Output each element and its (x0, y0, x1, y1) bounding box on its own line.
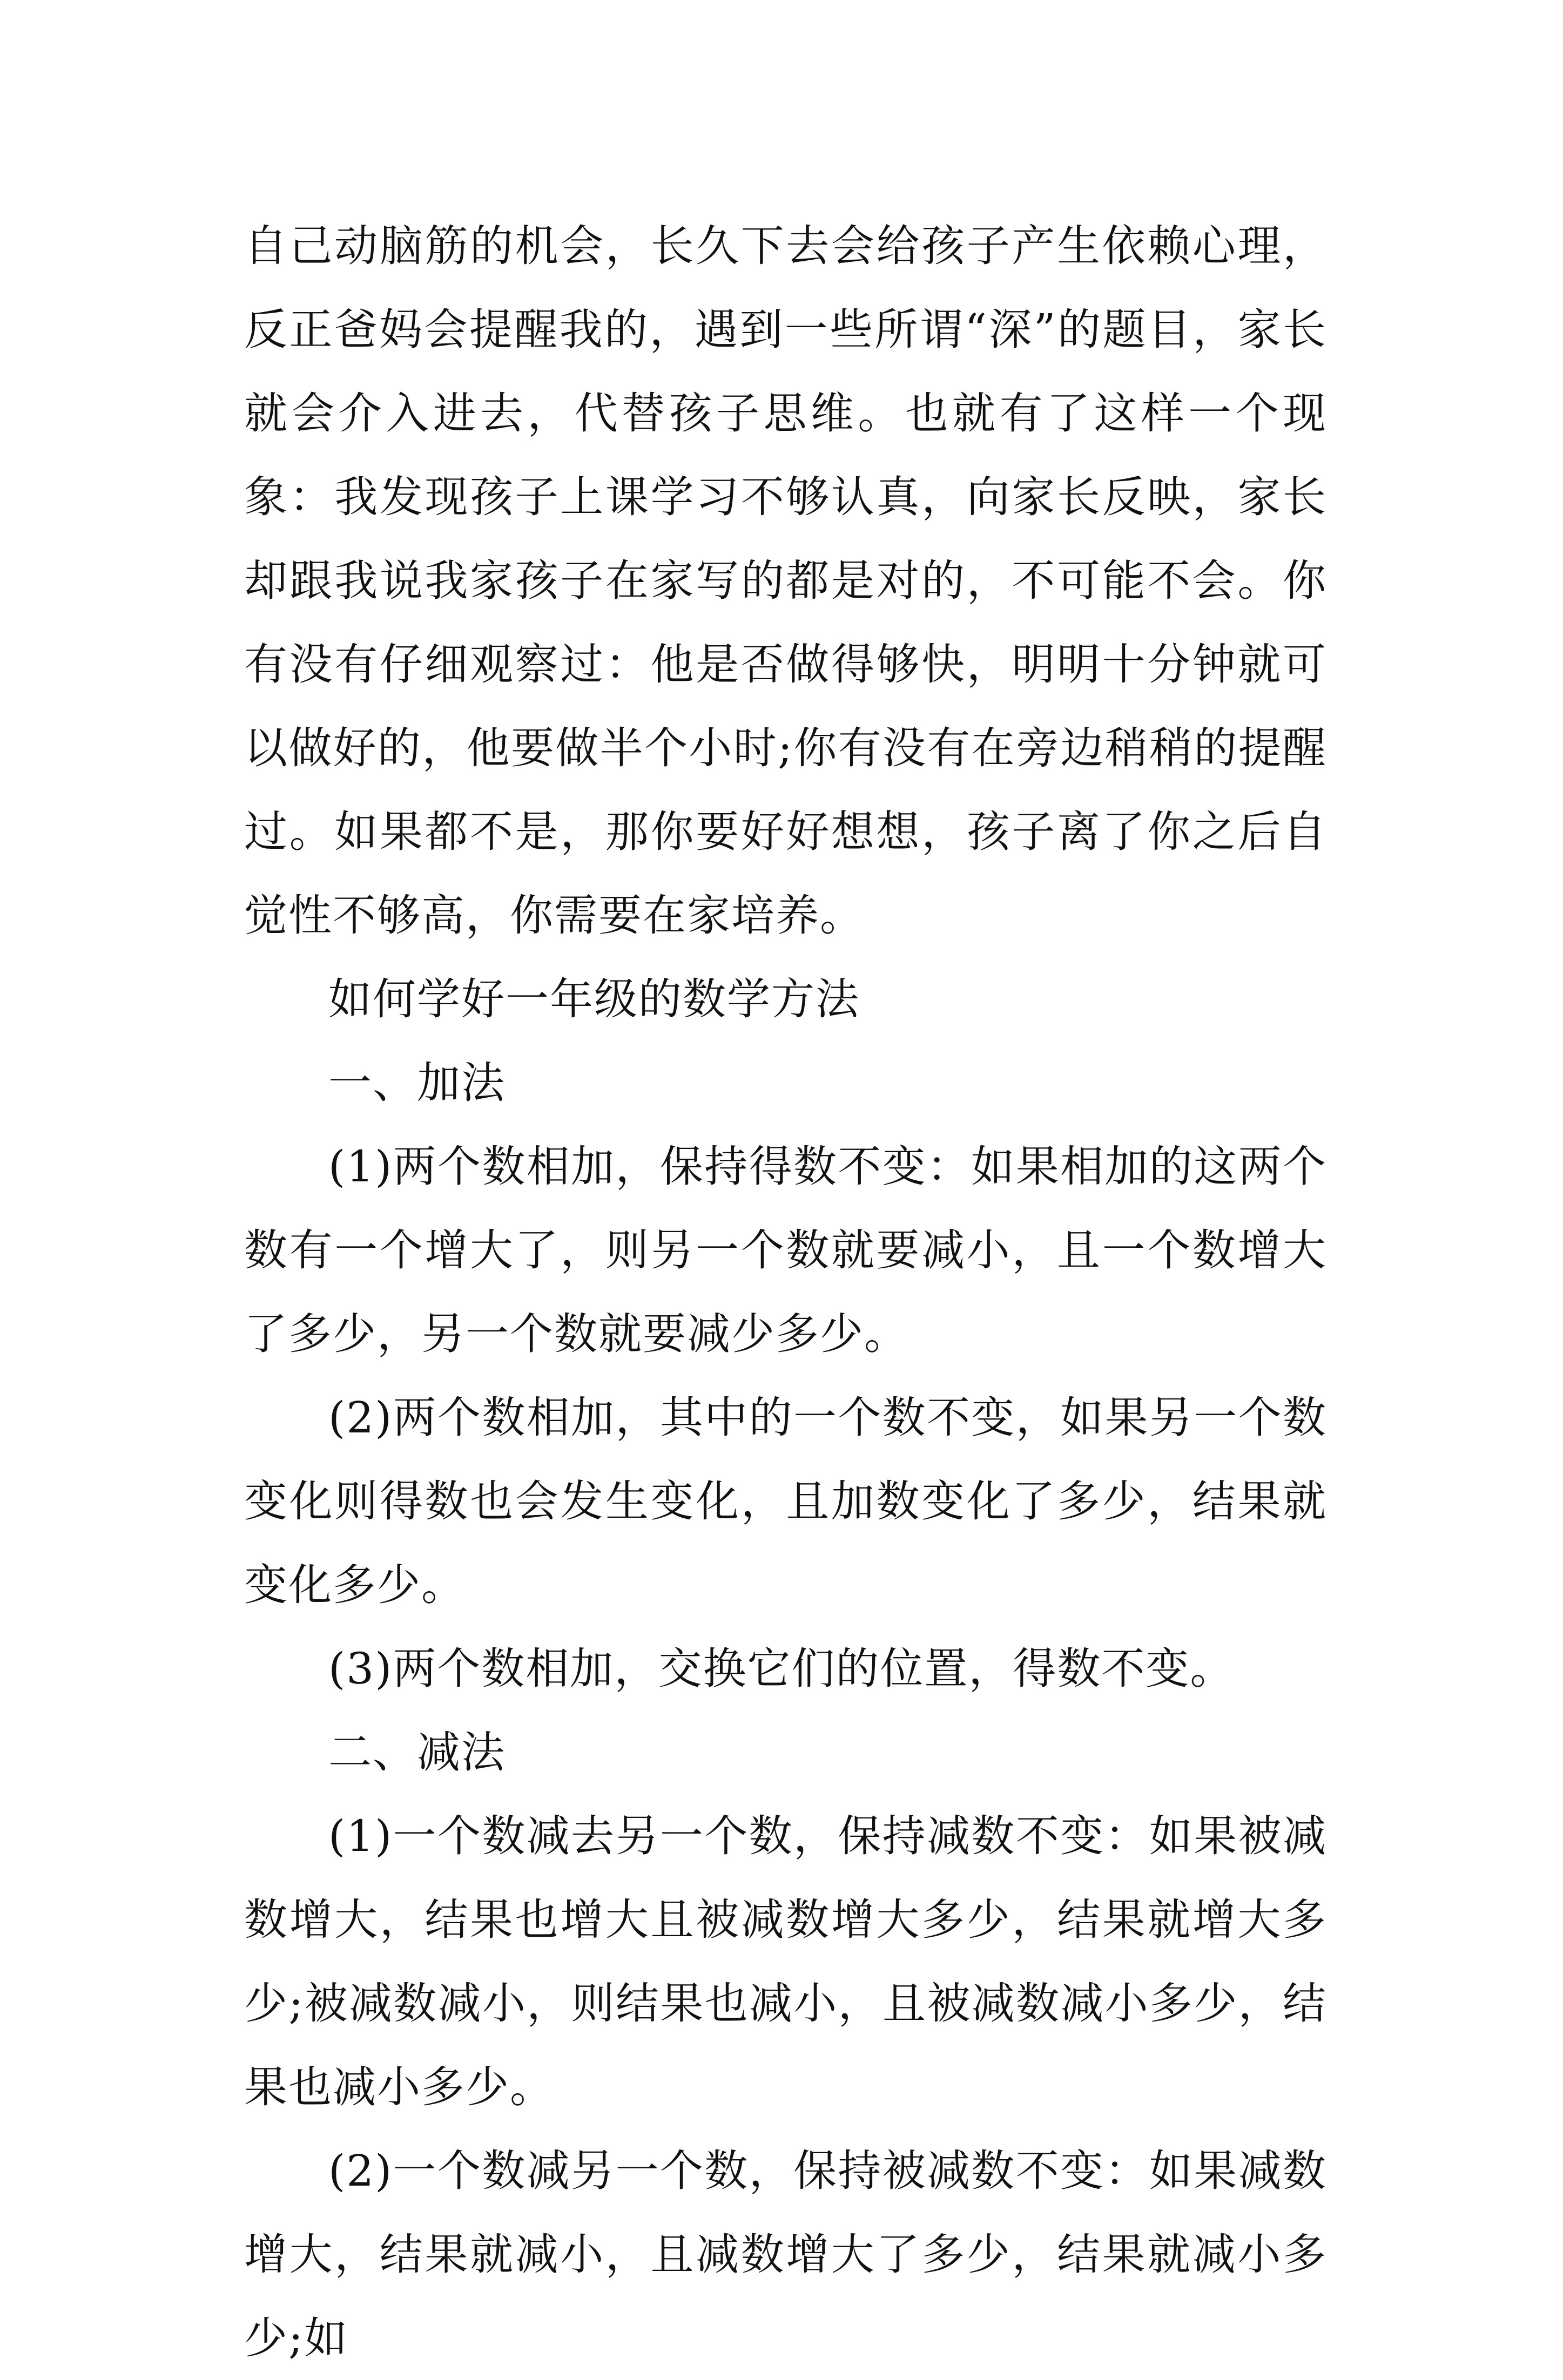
addition-rule-1: (1)两个数相加，保持得数不变：如果相加的这两个数有一个增大了，则另一个数就要减小，且一个数增大了多少，另一个数就要减少多少。 (244, 1141, 1327, 1359)
document-body (244, 204, 1327, 2380)
subtraction-rule-1: (1)一个数减去另一个数，保持减数不变：如果被减数增大，结果也增大且被减数增大多少，结果就增大多少;被减数减小，则结果也减小，且被减数减小多少，结果也减小多少。 (244, 1811, 1327, 2112)
section-heading-math-methods: 如何学好一年级的数学方法 (328, 974, 860, 1024)
addition-rule-2: (2)两个数相加，其中的一个数不变，如果另一个数变化则得数也会发生变化，且加数变化了多少，结果就变化多少。 (244, 1392, 1327, 1610)
subheading-addition: 一、加法 (328, 1058, 506, 1108)
paragraph-continuation: 自己动脑筋的机会，长久下去会给孩子产生依赖心理，反正爸妈会提醒我的，遇到一些所谓“深”的题目，家长就会介入进去，代替孩子思维。也就有了这样一个现象：我发现孩子上课学习不够认真，向家长反映，家长却跟我说我家孩子在家写的都是对的，不可能不会。你有没有仔细观察过：他是否做得够快，明明十分钟就可以做好的，他要做半个小时;你有没有在旁边稍稍的提醒过。如果都不是，那你要好好想想，孩子离了你之后自觉性不够高，你需要在家培养。 (244, 221, 1327, 941)
subheading-subtraction: 二、减法 (328, 1727, 506, 1777)
subtraction-rule-2: (2)一个数减另一个数，保持被减数不变：如果减数增大，结果就减小，且减数增大了多少，结果就减小多少;如 (244, 2146, 1327, 2363)
addition-rule-3: (3)两个数相加，交换它们的位置，得数不变。 (328, 1644, 1235, 1694)
